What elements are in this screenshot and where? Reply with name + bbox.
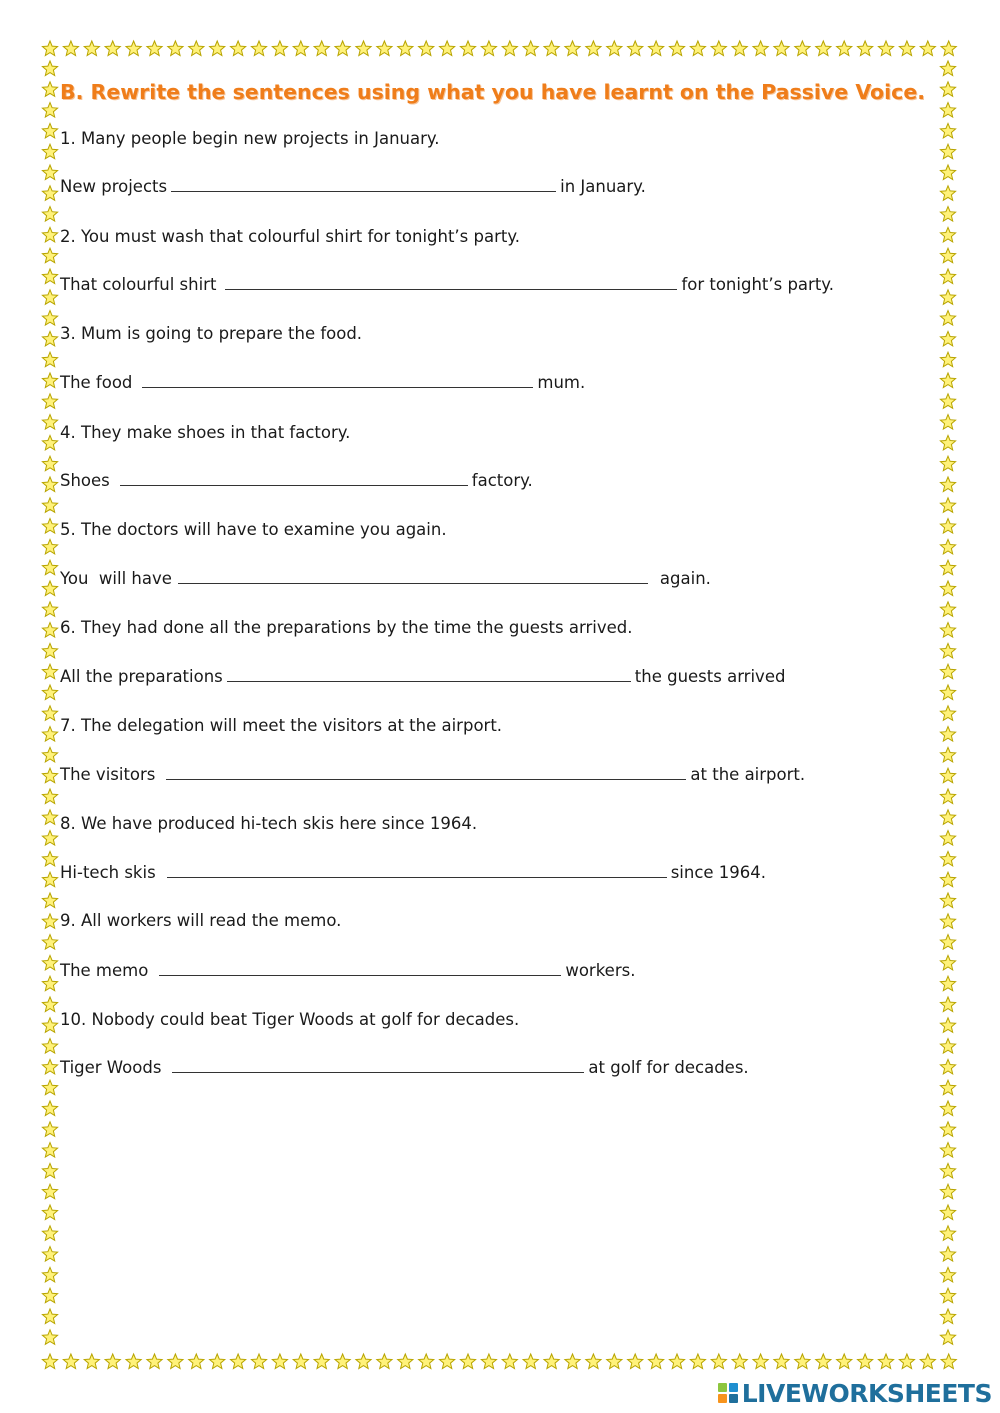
star-icon [42, 103, 57, 118]
star-icon [42, 664, 57, 679]
star-icon [42, 581, 57, 596]
answer-blank[interactable] [159, 961, 561, 976]
star-icon [940, 1309, 955, 1324]
answer-start: Hi-tech skis [60, 863, 156, 882]
liveworksheets-logo[interactable] [718, 1378, 992, 1408]
star-icon [42, 1205, 57, 1220]
star-icon [293, 41, 308, 56]
star-icon [837, 1354, 852, 1369]
question-text: 2. You must wash that colourful shirt for tonight’s party. [60, 227, 521, 246]
star-icon [940, 1205, 955, 1220]
star-icon [42, 560, 57, 575]
star-icon [84, 1354, 99, 1369]
star-icon [940, 227, 955, 242]
star-icon [940, 706, 955, 721]
star-icon [711, 41, 726, 56]
star-icon [940, 352, 955, 367]
answer-line-3 [60, 373, 585, 393]
star-icon [419, 41, 434, 56]
star-icon [858, 1354, 873, 1369]
star-icon [42, 1330, 57, 1345]
star-icon [42, 768, 57, 783]
answer-line-7 [60, 765, 805, 785]
answer-end: at the airport. [690, 765, 806, 784]
star-icon [732, 1354, 747, 1369]
star-icon [940, 893, 955, 908]
question-text: 10. Nobody could beat Tiger Woods at golf for decades. [60, 1010, 520, 1029]
star-icon [544, 1354, 559, 1369]
question-text: 6. They had done all the preparations by the time the guests arrived. [60, 618, 633, 637]
question-9 [60, 911, 341, 931]
star-icon [940, 539, 955, 554]
star-icon [42, 914, 57, 929]
page-title: B. Rewrite the sentences using what you have learnt on the Passive Voice. [60, 80, 926, 104]
star-icon [251, 1354, 266, 1369]
star-icon [63, 1354, 78, 1369]
answer-blank[interactable] [120, 471, 468, 486]
star-icon [940, 872, 955, 887]
star-icon [210, 41, 225, 56]
star-icon [42, 331, 57, 346]
star-icon [42, 539, 57, 554]
star-icon [42, 685, 57, 700]
star-icon [42, 747, 57, 762]
answer-blank[interactable] [172, 1058, 584, 1073]
star-icon [231, 41, 246, 56]
star-icon [523, 41, 538, 56]
star-icon [940, 186, 955, 201]
star-icon [523, 1354, 538, 1369]
star-icon [419, 1354, 434, 1369]
star-icon [940, 456, 955, 471]
star-icon [940, 373, 955, 388]
star-icon [502, 1354, 517, 1369]
star-icon [42, 851, 57, 866]
star-icon [42, 1143, 57, 1158]
star-icon [940, 248, 955, 263]
star-icon [940, 1080, 955, 1095]
answer-blank[interactable] [227, 667, 631, 682]
star-icon [940, 207, 955, 222]
star-icon [42, 394, 57, 409]
star-icon [42, 1018, 57, 1033]
star-icon [774, 1354, 789, 1369]
star-icon [940, 61, 955, 76]
star-icon [42, 41, 57, 56]
star-icon [940, 560, 955, 575]
star-icon [231, 1354, 246, 1369]
star-icon [940, 1288, 955, 1303]
answer-start: Shoes [60, 471, 110, 490]
star-icon [774, 41, 789, 56]
star-icon [940, 623, 955, 638]
star-icon [940, 1226, 955, 1241]
star-icon [628, 1354, 643, 1369]
star-icon [168, 1354, 183, 1369]
star-icon [940, 165, 955, 180]
answer-start: The food [60, 373, 133, 392]
star-icon [607, 41, 622, 56]
logo-grid-icon [718, 1383, 738, 1403]
star-icon [753, 41, 768, 56]
star-icon [565, 41, 580, 56]
question-3 [60, 324, 362, 344]
star-icon [940, 1059, 955, 1074]
answer-end: since 1964. [670, 863, 767, 882]
star-icon [42, 415, 57, 430]
star-icon [940, 498, 955, 513]
star-icon [42, 997, 57, 1012]
star-icon [42, 893, 57, 908]
star-icon [816, 41, 831, 56]
star-icon [251, 41, 266, 56]
answer-blank[interactable] [166, 765, 686, 780]
star-icon [940, 1039, 955, 1054]
star-icon [398, 1354, 413, 1369]
star-icon [940, 955, 955, 970]
star-icon [940, 831, 955, 846]
star-icon [210, 1354, 225, 1369]
answer-line-1 [60, 177, 646, 197]
star-icon [940, 1143, 955, 1158]
star-icon [940, 394, 955, 409]
answer-line-9 [60, 961, 635, 981]
star-icon [586, 1354, 601, 1369]
question-2 [60, 227, 520, 247]
star-icon [42, 1309, 57, 1324]
star-icon [940, 976, 955, 991]
star-icon [940, 435, 955, 450]
star-icon [481, 41, 496, 56]
star-icon [940, 664, 955, 679]
star-icon [940, 82, 955, 97]
star-icon [940, 123, 955, 137]
star-icon [84, 41, 99, 56]
star-icon [42, 1101, 57, 1116]
star-icon [920, 41, 935, 56]
star-icon [398, 41, 413, 56]
question-7 [60, 716, 502, 736]
star-icon [607, 1354, 622, 1369]
star-icon [42, 810, 57, 825]
question-text: 8. We have produced hi-tech skis here since 1964. [60, 814, 478, 833]
star-icon [377, 1354, 392, 1369]
star-icon [42, 706, 57, 721]
star-icon [105, 41, 120, 56]
star-icon [42, 602, 57, 617]
answer-blank[interactable] [178, 569, 648, 584]
answer-end: for tonight’s party. [681, 275, 834, 294]
star-icon [565, 1354, 580, 1369]
star-icon [940, 477, 955, 492]
star-icon [795, 1354, 810, 1369]
star-icon [440, 41, 455, 56]
star-icon [690, 41, 705, 56]
answer-end: in January. [560, 177, 646, 196]
answer-end: factory. [471, 471, 533, 490]
star-icon [940, 768, 955, 783]
answer-blank[interactable] [167, 863, 667, 878]
answer-start: The visitors [60, 765, 156, 784]
star-icon [42, 269, 57, 284]
star-icon [940, 935, 955, 950]
answer-line-4 [60, 471, 533, 491]
star-icon [356, 1354, 371, 1369]
star-icon [42, 311, 57, 326]
star-icon [42, 955, 57, 970]
star-icon [335, 41, 350, 56]
star-icon [940, 1330, 955, 1345]
answer-line-2 [60, 275, 834, 295]
star-icon [42, 144, 57, 159]
star-icon [42, 498, 57, 513]
star-icon [147, 1354, 162, 1369]
star-icon [940, 1247, 955, 1262]
answer-blank[interactable] [142, 373, 533, 388]
brand-name: LIVEWORKSHEETS [741, 1378, 992, 1408]
star-icon [940, 1018, 955, 1033]
star-icon [940, 103, 955, 118]
star-icon [42, 1080, 57, 1095]
star-icon [816, 1354, 831, 1369]
question-text: 9. All workers will read the memo. [60, 911, 342, 930]
star-icon [544, 41, 559, 56]
star-icon [941, 1354, 956, 1369]
star-icon [42, 227, 57, 242]
star-icon [940, 810, 955, 825]
star-icon [940, 290, 955, 305]
star-icon [42, 1288, 57, 1303]
star-icon [42, 831, 57, 846]
question-text: 5. The doctors will have to examine you again. [60, 520, 447, 539]
star-icon [272, 41, 287, 56]
star-icon [502, 41, 517, 56]
question-5 [60, 520, 447, 540]
star-icon [795, 41, 810, 56]
star-icon [42, 352, 57, 367]
star-icon [42, 727, 57, 742]
star-icon [460, 41, 475, 56]
star-icon [899, 1354, 914, 1369]
answer-blank[interactable] [225, 275, 677, 290]
star-icon [940, 519, 955, 534]
question-text: 4. They make shoes in that factory. [60, 423, 351, 442]
star-icon [42, 643, 57, 658]
question-6 [60, 618, 632, 638]
answer-end: again. [659, 569, 711, 588]
star-icon [42, 165, 57, 180]
star-icon [649, 1354, 664, 1369]
star-icon [899, 41, 914, 56]
star-icon [335, 1354, 350, 1369]
star-icon [42, 1039, 57, 1054]
star-icon [377, 41, 392, 56]
star-icon [440, 1354, 455, 1369]
star-icon [669, 1354, 684, 1369]
star-icon [711, 1354, 726, 1369]
star-icon [42, 1122, 57, 1137]
star-icon [42, 789, 57, 804]
question-10 [60, 1010, 519, 1030]
answer-line-8 [60, 863, 766, 883]
star-icon [940, 1184, 955, 1199]
star-icon [189, 1354, 204, 1369]
star-icon [42, 1163, 57, 1178]
star-icon [42, 1226, 57, 1241]
star-icon [42, 290, 57, 305]
star-icon [940, 415, 955, 430]
answer-end: workers. [565, 961, 636, 980]
star-icon [940, 1267, 955, 1282]
star-icon [105, 1354, 120, 1369]
star-icon [314, 1354, 329, 1369]
star-icon [42, 207, 57, 222]
star-icon [837, 41, 852, 56]
question-8 [60, 814, 477, 834]
star-icon [460, 1354, 475, 1369]
answer-line-6 [60, 667, 785, 687]
star-icon [940, 747, 955, 762]
answer-end: the guests arrived [634, 667, 786, 686]
star-icon [42, 82, 57, 97]
answer-blank[interactable] [171, 177, 556, 192]
star-icon [42, 1267, 57, 1282]
star-icon [940, 914, 955, 929]
question-text: 7. The delegation will meet the visitors at the airport. [60, 716, 503, 735]
answer-start: The memo [60, 961, 149, 980]
answer-end: mum. [537, 373, 586, 392]
star-icon [42, 872, 57, 887]
star-icon [42, 477, 57, 492]
question-text: 1. Many people begin new projects in January. [60, 129, 440, 148]
star-icon [878, 1354, 893, 1369]
star-icon [42, 435, 57, 450]
star-icon [753, 1354, 768, 1369]
star-icon [940, 1122, 955, 1137]
answer-start: All the preparations [60, 667, 223, 686]
question-text: 3. Mum is going to prepare the food. [60, 324, 363, 343]
answer-line-5 [60, 569, 711, 589]
star-icon [314, 41, 329, 56]
star-icon [42, 1184, 57, 1199]
star-icon [272, 1354, 287, 1369]
answer-start: That colourful shirt [60, 275, 217, 294]
star-icon [628, 41, 643, 56]
star-icon [356, 41, 371, 56]
star-icon [42, 186, 57, 201]
star-icon [293, 1354, 308, 1369]
star-icon [42, 1354, 57, 1369]
star-icon [42, 456, 57, 471]
star-icon [649, 41, 664, 56]
star-icon [940, 144, 955, 159]
star-icon [42, 1247, 57, 1262]
star-icon [940, 727, 955, 742]
answer-line-10 [60, 1058, 749, 1078]
star-icon [940, 602, 955, 617]
star-icon [42, 976, 57, 991]
question-4 [60, 423, 350, 443]
answer-start: New projects [60, 177, 168, 196]
star-icon [126, 1354, 141, 1369]
answer-start: You will have [60, 569, 172, 588]
star-icon [940, 1163, 955, 1178]
star-icon [940, 331, 955, 346]
star-icon [940, 851, 955, 866]
star-icon [147, 41, 162, 56]
star-icon [940, 997, 955, 1012]
star-icon [920, 1354, 935, 1369]
question-1 [60, 129, 440, 149]
star-icon [42, 1059, 57, 1074]
star-icon [940, 685, 955, 700]
star-icon [941, 41, 956, 56]
star-icon [940, 311, 955, 326]
star-icon [940, 1101, 955, 1116]
star-icon [690, 1354, 705, 1369]
star-icon [42, 248, 57, 263]
star-icon [42, 123, 57, 137]
star-icon [669, 41, 684, 56]
star-icon [940, 581, 955, 596]
star-icon [42, 61, 57, 76]
answer-end: at golf for decades. [588, 1058, 749, 1077]
star-icon [189, 41, 204, 56]
star-icon [940, 643, 955, 658]
star-icon [126, 41, 141, 56]
star-icon [940, 789, 955, 804]
star-icon [42, 623, 57, 638]
star-icon [940, 269, 955, 284]
star-icon [42, 519, 57, 534]
star-icon [732, 41, 747, 56]
star-icon [42, 373, 57, 388]
star-icon [858, 41, 873, 56]
answer-start: Tiger Woods [60, 1058, 162, 1077]
star-icon [586, 41, 601, 56]
star-icon [878, 41, 893, 56]
star-icon [168, 41, 183, 56]
star-icon [481, 1354, 496, 1369]
star-icon [42, 935, 57, 950]
star-icon [63, 41, 78, 56]
